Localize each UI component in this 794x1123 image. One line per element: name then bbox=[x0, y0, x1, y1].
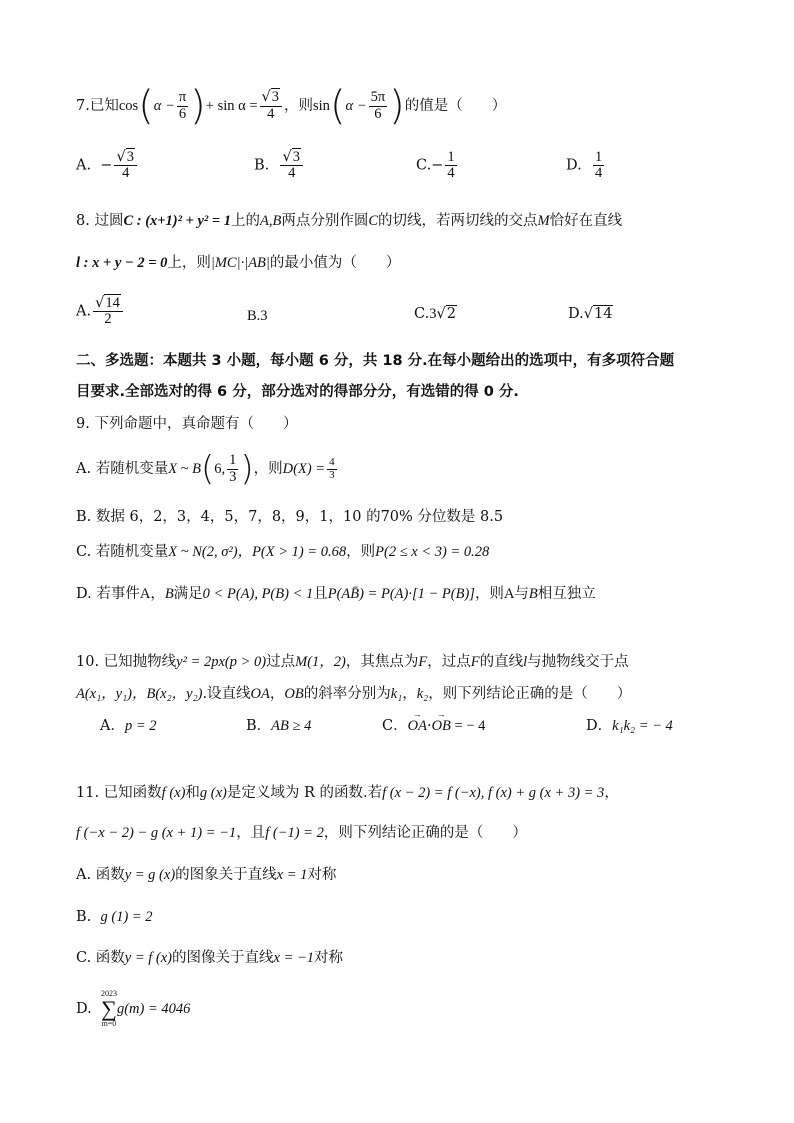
q7-option-a: A. − $\frac{√3}{4}$ bbox=[76, 150, 139, 181]
q11-option-a: A. 函数y = g (x)的图象关于直线x = 1对称 bbox=[76, 867, 337, 883]
q10-option-c: C．→ OA·→ OB = − 4 bbox=[382, 719, 485, 734]
q10-option-d: D．k₁k₂ = − 4 bbox=[586, 718, 673, 734]
q9-option-d: D. 若事件A，B满足0 < P(A), P(B) < 1且P(AB̄) = P(A)·[1 − P(B)]，则A与B相互独立 bbox=[76, 586, 596, 602]
q11-option-c: C. 函数y = f (x)的图像关于直线x = −1对称 bbox=[76, 950, 344, 966]
q9-option-c: C. 若随机变量X ~ N(2, σ²)，P(X > 1) = 0.68，则P(2 ≤ x < 3) = 0.28 bbox=[76, 544, 490, 560]
q9-stem: 9. 下列命题中，真命题有（ ） bbox=[76, 416, 298, 432]
q8-line1: 8. 过圆C : (x+1)² + y² = 1上的A,B两点分别作圆C的切线，若两切线的交点M恰好在直线 bbox=[76, 213, 623, 229]
section-heading: 二、多选题：本题共 3 小题，每小题 6 分，共 18 分.在每小题给出的选项中，有多项符合题 bbox=[76, 353, 675, 369]
q9-option-b: B. 数据 6，2，3，4，5，7，8，9，1，10 的70% 分位数是 8.5 bbox=[76, 509, 504, 525]
q11-line1: 11. 已知函数f (x)和g (x)是定义域为 R 的函数.若f (x − 2) = f (−x), f (x) + g (x + 3) = 3， bbox=[76, 785, 619, 801]
summation-symbol: 2023 ∑ m=0 bbox=[100, 989, 117, 1028]
q11-line2: f (−x − 2) − g (x + 1) = −1，且f (−1) = 2，则下列结论正确的是（ ） bbox=[76, 825, 527, 841]
q8-line2: l : x + y − 2 = 0上，则|MC|·|AB|的最小值为（ ） bbox=[76, 255, 401, 271]
q8-option-c: C.3√2 bbox=[414, 306, 456, 322]
q8-option-a: A. $\frac{√14}{2}$ bbox=[76, 296, 125, 327]
q10-option-b: B．AB ≥ 4 bbox=[246, 718, 312, 734]
q9-option-a: A. 若随机变量X ~ B(6, $\frac{1}{3}$ )，则D(X) = $\frac{4}{3}$ bbox=[76, 449, 335, 489]
section-heading-line2: 目要求.全部选对的得 6 分，部分选对的得部分分，有选错的得 0 分. bbox=[76, 384, 519, 400]
q10-line1: 10. 已知抛物线y² = 2px(p > 0)过点M(1，2)，其焦点为F，过点F的直线l与抛物线交于点 bbox=[76, 654, 629, 670]
q8-option-d: D.√14 bbox=[568, 306, 613, 322]
q8-option-b: B.3 bbox=[247, 308, 268, 324]
q10-option-a: A．p = 2 bbox=[100, 718, 157, 734]
q7-stem: 7.已知cos(α − $\frac{\pi}{6}$ )+ sin α = $\frac{√3}{4}$ ，则sin(α − $\frac{5\pi}{6}$ )的值是（ ） bbox=[76, 83, 507, 129]
q7-option-d: D. $\frac{1}{4}$ bbox=[566, 149, 603, 182]
q10-line2: A(x₁，y₁)，B(x₂，y₂).设直线OA，OB的斜率分别为k₁，k₂，则下列结论正确的是（ ） bbox=[76, 686, 632, 702]
q7-option-c: C.− $\frac{1}{4}$ bbox=[416, 149, 455, 182]
q7-option-b: B. $\frac{√3}{4}$ bbox=[254, 150, 305, 181]
q11-option-d: D. 2023 ∑ m=0 g(m) = 4046 bbox=[76, 989, 191, 1028]
q11-option-b: B. g (1) = 2 bbox=[76, 909, 153, 925]
